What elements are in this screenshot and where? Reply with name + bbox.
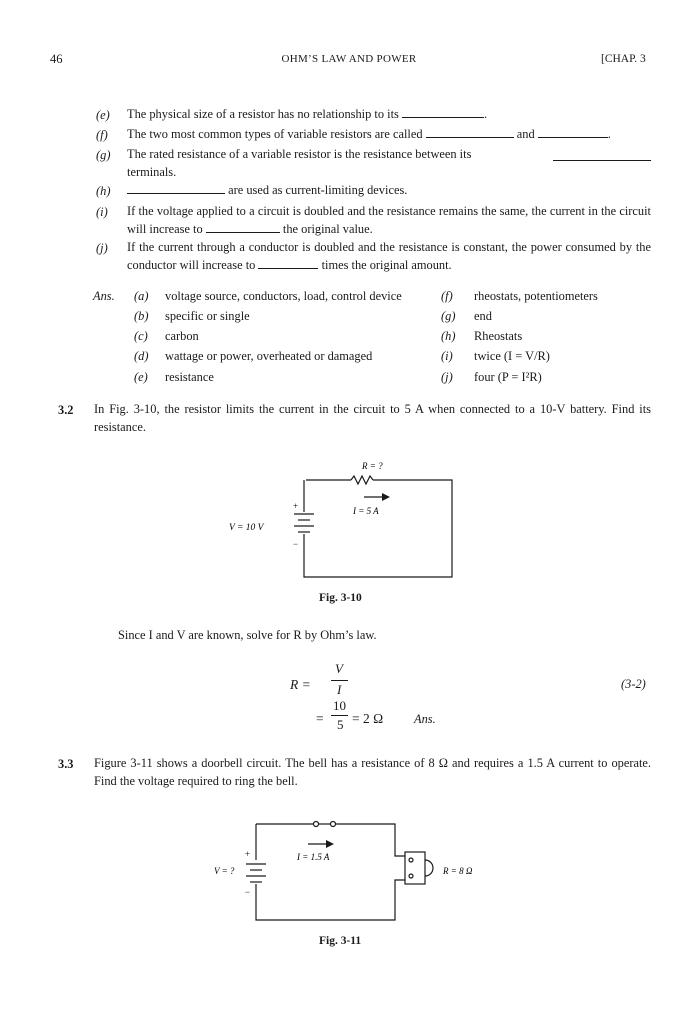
item-g-label: (g) bbox=[96, 148, 111, 162]
answer-mark: Ans. bbox=[414, 712, 436, 726]
item-h-label: (h) bbox=[96, 184, 111, 198]
item-h-text bbox=[127, 182, 651, 200]
fig-caption: Fig. 3-11 bbox=[319, 935, 362, 947]
item-e-label: (e) bbox=[96, 108, 110, 122]
item-f-label: (f) bbox=[96, 128, 108, 142]
fig-caption: Fig. 3-10 bbox=[319, 592, 362, 604]
answer-value: voltage source, conductors, load, control device bbox=[165, 289, 402, 303]
answer-value: Rheostats bbox=[474, 329, 523, 343]
answer-key: (a) bbox=[134, 289, 149, 303]
solution-text: Since I and V are known, solve for R by Ohm’s law. bbox=[118, 628, 377, 642]
bell-dome bbox=[425, 860, 433, 876]
current-label: I = 1.5 A bbox=[297, 852, 330, 862]
wire bbox=[304, 480, 452, 577]
wire bbox=[256, 880, 405, 920]
resistor-label: R = ? bbox=[362, 461, 383, 471]
bell-terminal bbox=[409, 858, 413, 862]
answer-value: resistance bbox=[165, 370, 214, 384]
item-j-sentence: If the current through a conductor is doubled and the resistance is constant, the power consumed by the conductor will increase to bbox=[127, 240, 651, 272]
equation-numerator: 10 bbox=[333, 698, 346, 713]
blank-line bbox=[402, 106, 484, 118]
item-i-sentence: If the voltage applied to a circuit is doubled and the resistance remains the same, the current in the circuit will increase to bbox=[127, 204, 651, 236]
blank-line bbox=[258, 257, 318, 269]
minus-sign: − bbox=[245, 887, 251, 897]
voltage-label: V = 10 V bbox=[229, 523, 264, 533]
chapter-label: [CHAP. 3 bbox=[601, 53, 646, 65]
current-label: I = 5 A bbox=[353, 506, 379, 516]
item-i-continuation: the original value. bbox=[282, 221, 373, 236]
bell-terminal bbox=[409, 874, 413, 878]
voltage-label: V = ? bbox=[214, 866, 235, 876]
problem-text: Figure 3-11 shows a doorbell circuit. The bell has a resistance of 8 Ω and requires a 1.5 A current to operate. Find the voltage required to ring the bell. bbox=[94, 756, 651, 788]
current-arrow-head bbox=[326, 840, 334, 848]
answer-key: (i) bbox=[441, 349, 453, 363]
problem-text: In Fig. 3-10, the resistor limits the current in the circuit to 5 A when connected to a 10-V battery. Find its resistance. bbox=[94, 402, 651, 434]
answer-key: (e) bbox=[134, 370, 148, 384]
item-g-sentence: The rated resistance of a variable resistor is the resistance between its bbox=[127, 147, 472, 161]
problem-number: 3.3 bbox=[58, 757, 74, 771]
blank-line bbox=[553, 149, 651, 161]
switch-terminal bbox=[314, 822, 319, 827]
answer-key: (h) bbox=[441, 329, 456, 343]
equation-number: (3-2) bbox=[621, 677, 646, 691]
resistor-symbol bbox=[351, 476, 373, 484]
blank-line bbox=[538, 126, 608, 138]
wire bbox=[336, 824, 405, 856]
answer-value: end bbox=[474, 309, 492, 323]
fraction-bar bbox=[331, 680, 348, 681]
answer-key: (j) bbox=[441, 370, 453, 384]
answer-value: rheostats, potentiometers bbox=[474, 289, 598, 303]
answer-key: (g) bbox=[441, 309, 456, 323]
item-j-text bbox=[127, 239, 651, 274]
item-f-sentence: The two most common types of variable resistors are called bbox=[127, 127, 423, 141]
fig-3-10-circuit bbox=[220, 452, 470, 587]
answer-value: four (P = I²R) bbox=[474, 370, 542, 384]
item-f-and: and bbox=[516, 127, 535, 141]
answers-label: Ans. bbox=[93, 289, 115, 303]
fig-3-11-circuit bbox=[200, 812, 500, 927]
item-i-text bbox=[127, 203, 651, 238]
item-g-text bbox=[127, 146, 651, 181]
item-j-continuation: times the original amount. bbox=[321, 257, 452, 272]
problem-number: 3.2 bbox=[58, 403, 74, 417]
plus-sign: + bbox=[245, 849, 251, 859]
answer-value: carbon bbox=[165, 329, 199, 343]
minus-sign: − bbox=[293, 539, 299, 549]
equation-result: = 2 Ω bbox=[352, 711, 384, 726]
solution-intro bbox=[118, 628, 377, 643]
switch-terminal bbox=[331, 822, 336, 827]
answer-value: twice (I = V/R) bbox=[474, 349, 550, 363]
answer-value: wattage or power, overheated or damaged bbox=[165, 349, 373, 363]
running-title: OHM’S LAW AND POWER bbox=[281, 53, 417, 65]
item-e-text: The physical size of a resistor has no relationship to its . bbox=[127, 107, 488, 121]
page-number: 46 bbox=[50, 52, 63, 66]
blank-line bbox=[426, 126, 514, 138]
equation-denominator: I bbox=[337, 682, 342, 697]
item-g-continuation: terminals. bbox=[127, 164, 177, 179]
answer-key: (b) bbox=[134, 309, 149, 323]
resistance-label: R = 8 Ω bbox=[443, 866, 473, 876]
plus-sign: + bbox=[293, 501, 299, 511]
answer-key: (c) bbox=[134, 329, 148, 343]
fraction-bar bbox=[331, 715, 348, 716]
item-j-label: (j) bbox=[96, 241, 108, 255]
item-e-sentence: The physical size of a resistor has no relationship to its bbox=[127, 107, 399, 121]
answer-key: (d) bbox=[134, 349, 149, 363]
equation-denominator: 5 bbox=[337, 717, 344, 732]
bell-body bbox=[405, 852, 425, 884]
answer-value: specific or single bbox=[165, 309, 250, 323]
equation-numerator: V bbox=[335, 661, 343, 676]
blank-line bbox=[127, 182, 225, 194]
item-h-sentence: are used as current-limiting devices. bbox=[228, 183, 408, 197]
item-f-text: The two most common types of variable resistors are called and . bbox=[127, 127, 611, 141]
blank-line bbox=[206, 221, 280, 233]
answer-key: (f) bbox=[441, 289, 453, 303]
item-i-label: (i) bbox=[96, 205, 108, 219]
current-arrow-head bbox=[382, 493, 390, 501]
equals-sign: = bbox=[316, 711, 324, 726]
equation-lhs: R = bbox=[290, 677, 311, 692]
